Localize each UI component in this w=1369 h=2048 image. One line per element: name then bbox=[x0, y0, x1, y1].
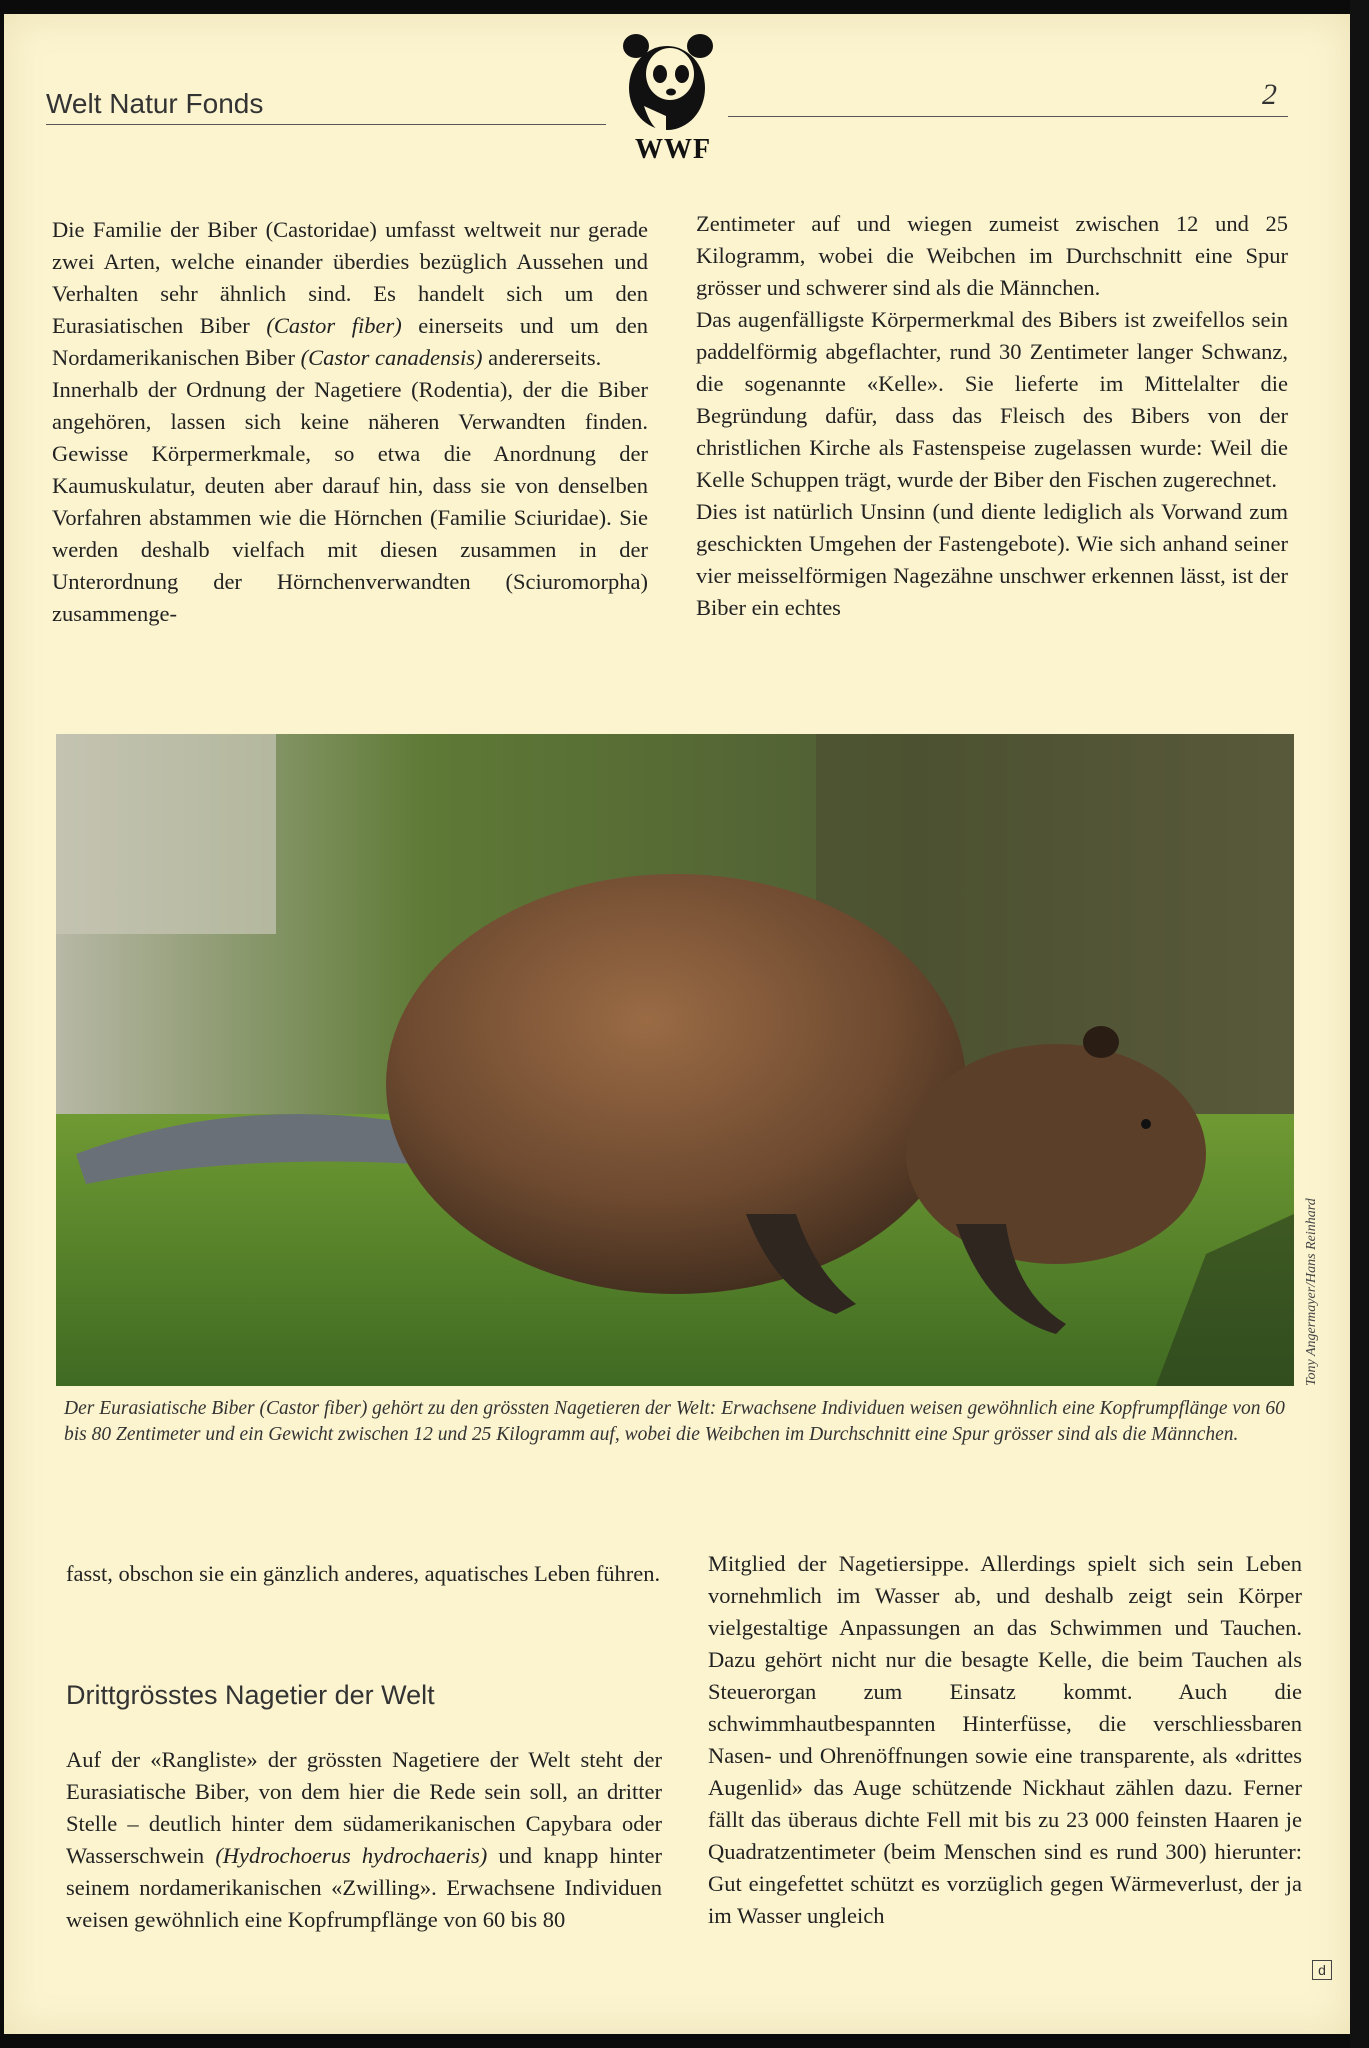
species-name: (Castor canadensis) bbox=[300, 345, 483, 370]
text-run: andererseits. bbox=[482, 345, 602, 370]
text-run: und knapp hinter seinem nordamerikanischen «Zwilling». Erwachsene Individuen weisen gewöhnlich eine Kopfrumpflänge von 60 bis 80 bbox=[66, 1843, 662, 1932]
text-column-bottom-left-continued bbox=[66, 1744, 662, 1936]
photo-caption: Der Eurasiatische Biber (Castor fiber) gehört zu den grössten Nagetieren der Welt: Erwachsene Individuen weisen gewöhnlich eine Kopfrumpflänge von 60 bis 80 Zentimeter und ein Gewicht zwischen 12 und 25 Kilogramm auf, wobei die Weibchen im Durchschnitt eine Spur grösser sind als die Männchen. bbox=[64, 1398, 1285, 1445]
page-number: 2 bbox=[1262, 78, 1277, 111]
text-column-top-right bbox=[696, 208, 1288, 624]
paragraph: Zentimeter auf und wiegen zumeist zwischen 12 und 25 Kilogramm, wobei die Weibchen im Durchschnitt eine Spur grösser und schwerer sind als die Männchen. bbox=[696, 211, 1288, 300]
paragraph: Mitglied der Nagetiersippe. Allerdings spielt sich sein Leben vornehmlich im Wasser ab, und deshalb zeigt sein Körper vielgestaltige Anpassungen an das Schwimmen und Tauchen. Dazu gehört nicht nur die besagte Kelle, die beim Tauchen als Steuerorgan zum Einsatz kommt. Auch die schwimmhautbespannten Hinterfüsse, die verschliessbaren Nasen- und Ohrenöffnungen sowie eine transparente, als «drittes Augenlid» das Auge schützende Nickhaut zählen dazu. Ferner fällt das überaus dichte Fell mit bis zu 23 000 feinsten Haaren je Quadratzentimeter (beim Menschen sind es rund 300) hierunter: Gut eingefettet schützt es vorzüglich gegen Wärmeverlust, der ja im Wasser ungleich bbox=[708, 1551, 1302, 1928]
corner-mark: d bbox=[1312, 1960, 1332, 1980]
paragraph bbox=[66, 1744, 662, 1936]
paragraph: Dies ist natürlich Unsinn (und diente lediglich als Vorwand zum geschickten Umgehen der Fastengebote). Wie sich anhand seiner vier meisselförmigen Nagezähne unschwer erkennen lässt, ist der Biber ein echtes bbox=[696, 499, 1288, 620]
text-run: einerseits und um den Nordamerikanischen Biber bbox=[52, 313, 648, 370]
paragraph: Innerhalb der Ordnung der Nagetiere (Rodentia), der die Biber angehören, lassen sich keine näheren Verwandten finden. Gewisse Körpermerkmale, so etwa die Anordnung der Kaumuskulatur, deuten aber darauf hin, dass sie von denselben Vorfahren abstammen wie die Hörnchen (Familie Sciuridae). Sie werden deshalb vielfach mit diesen zusammen in der Unterordnung der Hörnchenverwandten (Sciuromorpha) zusammenge- bbox=[52, 377, 648, 626]
photo-credit: Tony Angermayer/Hans Reinhard bbox=[1304, 1198, 1319, 1386]
text-run: Die Familie der Biber (Castoridae) umfasst weltweit nur gerade zwei Arten, welche einander überdies bezüglich Aussehen und Verhalten sehr ähnlich sind. Es handelt sich um den Eurasiatischen Biber bbox=[52, 217, 648, 338]
text-column-top-left bbox=[52, 214, 648, 630]
paragraph bbox=[52, 214, 648, 374]
text-column-bottom-right bbox=[708, 1548, 1302, 1932]
paragraph: fasst, obschon sie ein gänzlich anderes, aquatisches Leben führen. bbox=[66, 1561, 661, 1586]
text-run: Auf der «Rangliste» der grössten Nagetiere der Welt steht der Eurasiatische Biber, von dem hier die Rede sein soll, an dritter Stelle – deutlich hinter dem südamerikanischen Capybara oder Wasserschwein bbox=[66, 1747, 662, 1868]
beaver-photo bbox=[56, 734, 1294, 1386]
species-name: (Hydrochoerus hydrochaeris) bbox=[215, 1843, 488, 1868]
text-column-bottom-left bbox=[66, 1558, 662, 1590]
header-rule-right bbox=[728, 116, 1288, 117]
section-heading: Drittgrösstes Nagetier der Welt bbox=[66, 1680, 435, 1710]
scan-edge bbox=[1350, 0, 1369, 2048]
header-rule-left bbox=[46, 124, 606, 125]
wwf-logo-text: WWF bbox=[634, 134, 712, 165]
paragraph: Das augenfälligste Körpermerkmal des Bibers ist zweifellos sein paddelförmig abgeflachter, rund 30 Zentimeter langer Schwanz, die sogenannte «Kelle». Sie lieferte im Mittelalter die Begründung dafür, dass das Fleisch des Bibers von der christlichen Kirche als Fastenspeise zugelassen wurde: Weil die Kelle Schuppen trägt, wurde der Biber den Fischen zugerechnet. bbox=[696, 307, 1288, 492]
header-title: Welt Natur Fonds bbox=[46, 88, 264, 119]
species-name: (Castor fiber) bbox=[266, 313, 402, 338]
